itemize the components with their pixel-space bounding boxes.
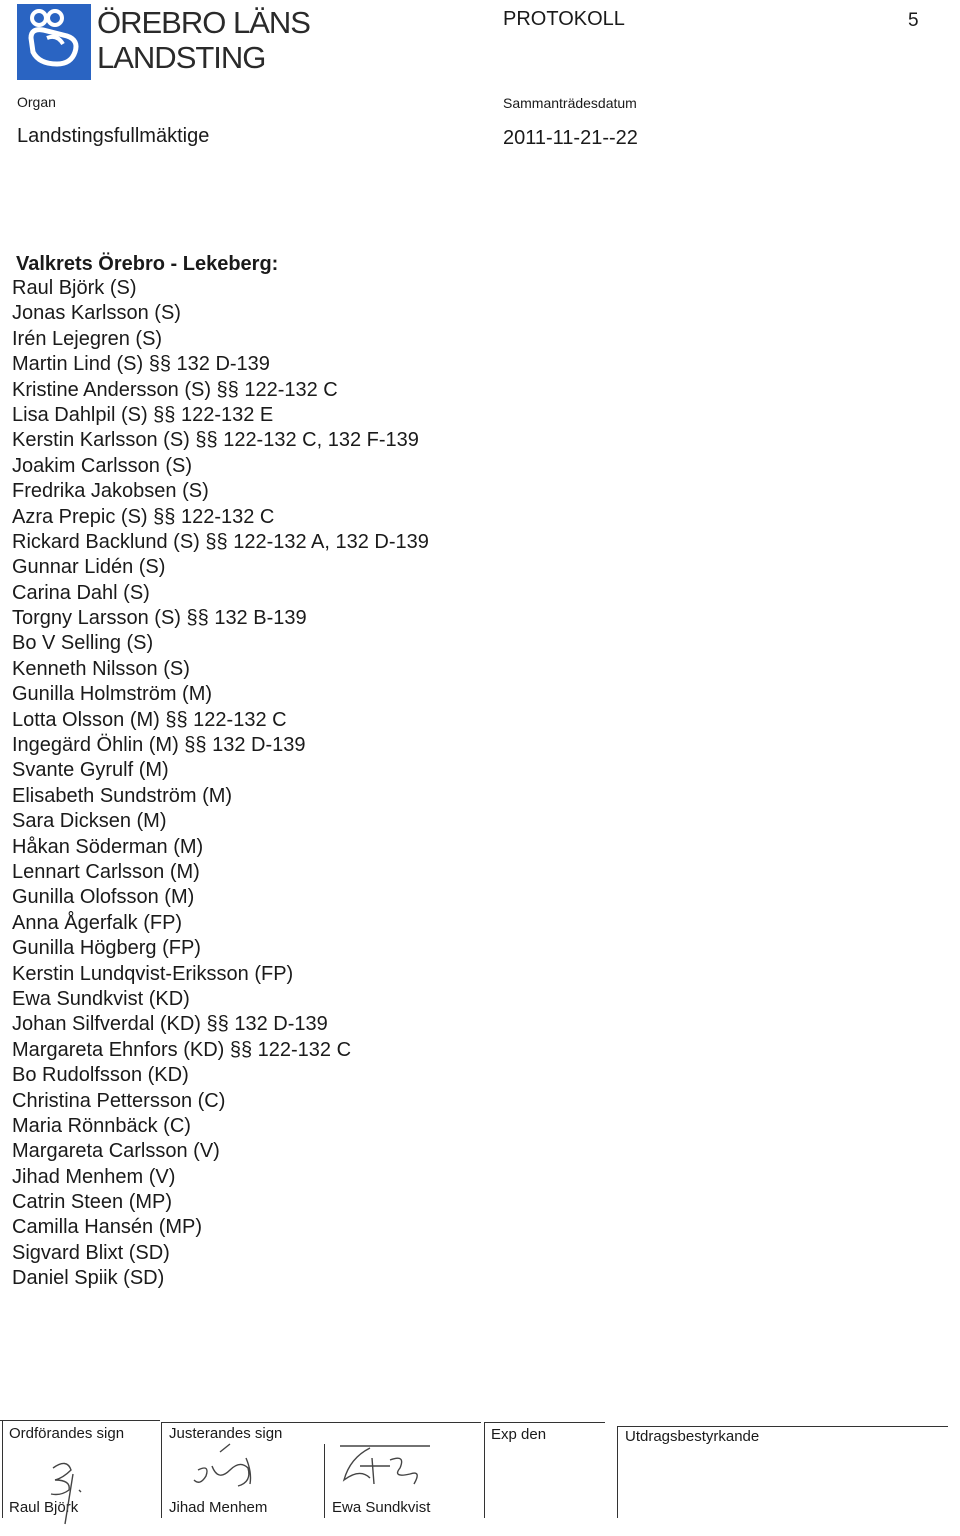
list-item: Jonas Karlsson (S): [12, 302, 181, 325]
list-item: Johan Silfverdal (KD) §§ 132 D-139: [12, 1013, 328, 1036]
list-item: Lotta Olsson (M) §§ 122-132 C: [12, 708, 287, 731]
list-item: Torgny Larsson (S) §§ 132 B-139: [12, 607, 307, 630]
divider: [161, 1422, 481, 1423]
list-item: Kristine Andersson (S) §§ 122-132 C: [12, 378, 338, 401]
organ-label: Organ: [17, 94, 56, 110]
list-item: Gunnar Lidén (S): [12, 556, 166, 579]
exp-date-label: Exp den: [491, 1426, 547, 1443]
meeting-date-label: Sammanträdesdatum: [503, 95, 637, 111]
list-item: Irén Lejegren (S): [12, 327, 163, 350]
list-item: Gunilla Olofsson (M): [12, 886, 195, 909]
list-item: Sara Dicksen (M): [12, 810, 167, 833]
list-item: Ingegärd Öhlin (M) §§ 132 D-139: [12, 734, 306, 757]
adjuster-name: Ewa Sundkvist: [332, 1499, 431, 1516]
signature-icon: [45, 1450, 105, 1525]
extract-certification-label: Utdragsbestyrkande: [625, 1428, 760, 1445]
chair-name: Raul Björk: [9, 1499, 79, 1516]
list-item: Kerstin Lundqvist-Eriksson (FP): [12, 962, 294, 985]
list-item: Gunilla Holmström (M): [12, 683, 213, 706]
document-type: PROTOKOLL: [503, 8, 625, 30]
divider: [485, 1422, 605, 1423]
divider: [484, 1422, 485, 1518]
list-item: Rickard Backlund (S) §§ 122-132 A, 132 D-139: [12, 530, 429, 553]
organization-name: ÖREBRO LÄNS LANDSTING: [97, 5, 310, 75]
signature-block: [0, 1420, 960, 1536]
signature-icon: [330, 1438, 440, 1498]
chair-sign-label: Ordförandes sign: [9, 1425, 125, 1442]
divider: [0, 1420, 160, 1421]
member-list: [12, 276, 429, 1292]
divider: [324, 1444, 325, 1518]
organ-value: Landstingsfullmäktige: [17, 125, 210, 147]
divider: [2, 1420, 3, 1518]
list-item: Lisa Dahlpil (S) §§ 122-132 E: [12, 403, 274, 426]
list-item: Sigvard Blixt (SD): [12, 1241, 170, 1264]
list-item: Catrin Steen (MP): [12, 1191, 173, 1214]
list-item: Gunilla Högberg (FP): [12, 937, 201, 960]
list-item: Camilla Hansén (MP): [12, 1216, 203, 1239]
adjuster-sign-label: Justerandes sign: [169, 1425, 283, 1442]
list-item: Elisabeth Sundström (M): [12, 784, 233, 807]
landsting-logo-icon: [17, 4, 91, 80]
list-item: Bo Rudolfsson (KD): [12, 1064, 189, 1087]
list-item: Håkan Söderman (M): [12, 835, 204, 858]
list-item: Carina Dahl (S): [12, 581, 150, 604]
adjuster-name: Jihad Menhem: [169, 1499, 268, 1516]
page-number: 5: [908, 10, 919, 31]
list-item: Anna Ågerfalk (FP): [12, 911, 183, 934]
list-item: Lennart Carlsson (M): [12, 860, 200, 883]
list-item: Ewa Sundkvist (KD): [12, 987, 190, 1010]
list-item: Martin Lind (S) §§ 132 D-139: [12, 353, 270, 376]
list-item: Raul Björk (S): [12, 277, 137, 299]
list-item: Kerstin Karlsson (S) §§ 122-132 C, 132 F-139: [12, 429, 419, 452]
divider: [618, 1426, 948, 1427]
signature-icon: [190, 1442, 260, 1492]
list-item: Daniel Spiik (SD): [12, 1267, 165, 1290]
meeting-date-value: 2011-11-21--22: [503, 127, 638, 149]
constituency-title: Valkrets Örebro - Lekeberg:: [16, 253, 279, 275]
list-item: Svante Gyrulf (M): [12, 759, 169, 782]
list-item: Christina Pettersson (C): [12, 1089, 226, 1112]
list-item: Jihad Menhem (V): [12, 1165, 176, 1188]
list-item: Maria Rönnbäck (C): [12, 1114, 191, 1137]
list-item: Kenneth Nilsson (S): [12, 657, 190, 680]
divider: [161, 1422, 162, 1518]
list-item: Margareta Carlsson (V): [12, 1140, 220, 1163]
list-item: Margareta Ehnfors (KD) §§ 122-132 C: [12, 1038, 352, 1061]
list-item: Fredrika Jakobsen (S): [12, 480, 209, 503]
list-item: Azra Prepic (S) §§ 122-132 C: [12, 505, 275, 528]
list-item: Bo V Selling (S): [12, 632, 154, 655]
divider: [617, 1426, 618, 1518]
list-item: Joakim Carlsson (S): [12, 454, 193, 477]
